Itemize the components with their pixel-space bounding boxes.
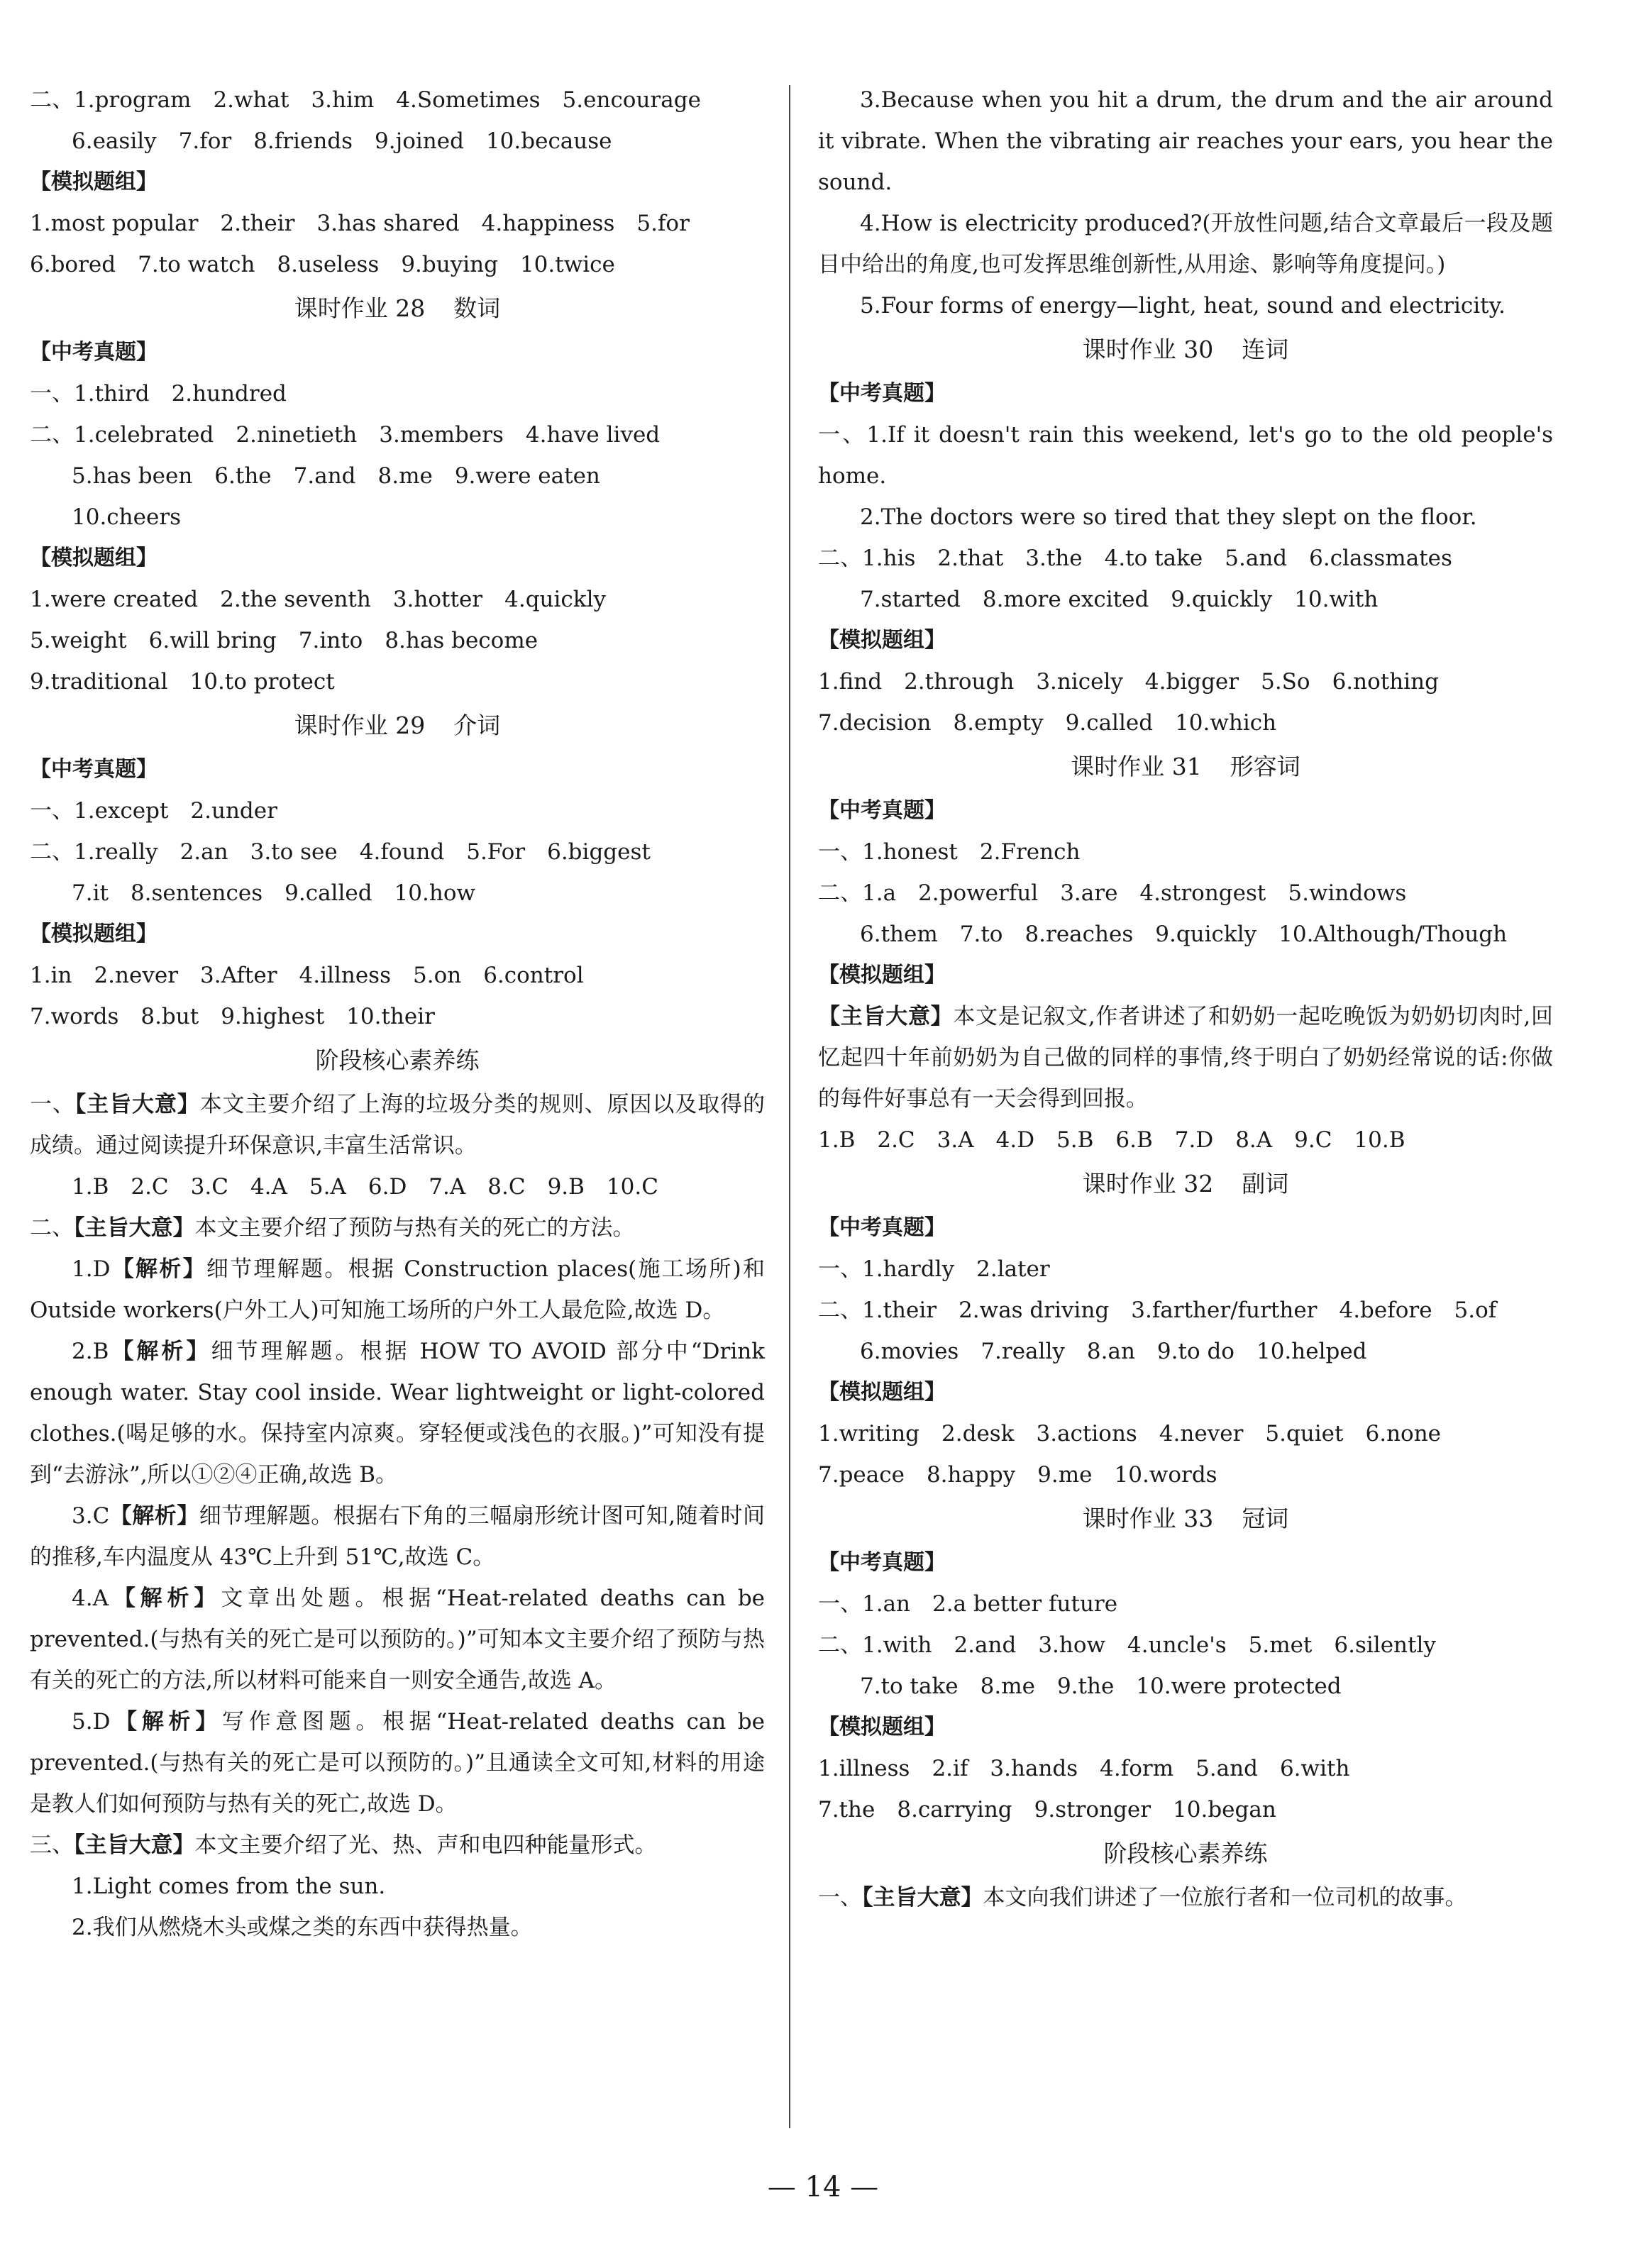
answer-line: 一、1.except 2.under xyxy=(30,798,277,824)
answer-line: 2.我们从燃烧木头或煤之类的东西中获得热量。 xyxy=(72,1915,533,1940)
answer-line: 7.peace 8.happy 9.me 10.words xyxy=(818,1462,1217,1488)
answer-line: 1.most popular 2.their 3.has shared 4.happiness 5.for xyxy=(30,211,690,236)
answer-line: 5.Four forms of energy—light, heat, sound and electricity. xyxy=(860,293,1506,319)
answer-line: 7.words 8.but 9.highest 10.their xyxy=(30,1004,435,1029)
section-heading: 【中考真题】 xyxy=(818,1550,946,1575)
analysis-paragraph: 4.A【解析】文章出处题。根据“Heat-related deaths can be prevented.(与热有关的死亡是可以预防的。)”可知本文主要介绍了预防与热有关的死亡的方法,所以材料可能来自一则安全通告,故选 A。 xyxy=(30,1586,766,1693)
answer-paragraph: 一、1.If it doesn't rain this weekend, let's go to the old people's home. xyxy=(818,422,1553,489)
summary-paragraph: 三、【主旨大意】本文主要介绍了光、热、声和电四种能量形式。 xyxy=(30,1832,657,1858)
answer-line: 1.Light comes from the sun. xyxy=(72,1874,386,1899)
lesson-title-29: 课时作业 29 介词 xyxy=(294,712,501,739)
analysis-paragraph: 2.B【解析】细节理解题。根据 HOW TO AVOID 部分中“Drink enough water. Stay cool inside. Wear lightweight or light-colored clothes.(喝足够的水。保持室内凉爽。穿轻便或浅色的衣服。)”可知没有提到“去游泳”,所以①②④正确,故选 B。 xyxy=(30,1339,765,1488)
answer-line: 5.has been 6.the 7.and 8.me 9.were eaten xyxy=(72,463,600,489)
section-heading: 【模拟题组】 xyxy=(818,628,946,653)
lesson-title-31: 课时作业 31 形容词 xyxy=(1071,753,1300,780)
column-divider xyxy=(789,85,790,2128)
answer-line: 二、1.with 2.and 3.how 4.uncle's 5.met 6.silently xyxy=(818,1632,1436,1658)
answer-line: 6.them 7.to 8.reaches 9.quickly 10.Although/Though xyxy=(860,922,1508,947)
answer-line: 一、1.third 2.hundred xyxy=(30,381,287,406)
section-heading: 【模拟题组】 xyxy=(30,170,158,194)
answer-line: 二、1.really 2.an 3.to see 4.found 5.For 6.biggest xyxy=(30,839,651,865)
summary-paragraph: 一、【主旨大意】本文主要介绍了上海的垃圾分类的规则、原因以及取得的成绩。通过阅读提升环保意识,丰富生活常识。 xyxy=(30,1092,765,1158)
page-number: — 14 — xyxy=(767,2171,879,2203)
lesson-title-28: 课时作业 28 数词 xyxy=(294,294,501,322)
section-heading: 【模拟题组】 xyxy=(818,1715,946,1739)
answer-line: 6.bored 7.to watch 8.useless 9.buying 10.twice xyxy=(30,252,615,277)
section-heading: 【中考真题】 xyxy=(30,340,158,365)
answer-line: 一、1.hardly 2.later xyxy=(818,1256,1050,1282)
answer-line: 一、1.honest 2.French xyxy=(818,839,1081,865)
answer-line: 二、1.celebrated 2.ninetieth 3.members 4.have lived xyxy=(30,422,661,448)
answer-line: 5.weight 6.will bring 7.into 8.has become xyxy=(30,628,538,653)
section-heading: 【中考真题】 xyxy=(818,381,946,406)
answer-line: 7.the 8.carrying 9.stronger 10.began xyxy=(818,1797,1276,1822)
answer-line: 1.were created 2.the seventh 3.hotter 4.quickly xyxy=(30,587,606,612)
answer-line: 9.traditional 10.to protect xyxy=(30,669,335,695)
answer-line: 二、1.program 2.what 3.him 4.Sometimes 5.encourage xyxy=(30,87,701,113)
answer-line: 6.movies 7.really 8.an 9.to do 10.helped xyxy=(860,1339,1367,1364)
analysis-paragraph: 1.D【解析】细节理解题。根据 Construction places(施工场所)和 Outside workers(户外工人)可知施工场所的户外工人最危险,故选 D。 xyxy=(30,1256,765,1323)
analysis-paragraph: 5.D【解析】写作意图题。根据“Heat-related deaths can be prevented.(与热有关的死亡是可以预防的。)”且通读全文可知,材料的用途是教人们如何预防与热有关的死亡,故选 D。 xyxy=(30,1709,765,1817)
summary-paragraph: 【主旨大意】本文是记叙文,作者讲述了和奶奶一起吃晚饭为奶奶切肉时,回忆起四十年前奶奶为自己做的同样的事情,终于明白了奶奶经常说的话:你做的每件好事总有一天会得到回报。 xyxy=(818,1004,1553,1112)
section-heading: 【模拟题组】 xyxy=(818,1380,946,1405)
right-column xyxy=(818,79,1553,1918)
answer-line: 1.writing 2.desk 3.actions 4.never 5.quiet 6.none xyxy=(818,1421,1442,1446)
answer-line: 1.B 2.C 3.C 4.A 5.A 6.D 7.A 8.C 9.B 10.C xyxy=(72,1174,658,1200)
lesson-title-33: 课时作业 33 冠词 xyxy=(1082,1505,1289,1532)
answer-line: 一、1.an 2.a better future xyxy=(818,1591,1118,1617)
section-heading: 【模拟题组】 xyxy=(30,922,158,946)
answer-line: 二、1.their 2.was driving 3.farther/further 4.before 5.of xyxy=(818,1298,1497,1323)
answer-line: 二、1.his 2.that 3.the 4.to take 5.and 6.classmates xyxy=(818,546,1452,571)
answer-line: 1.illness 2.if 3.hands 4.form 5.and 6.with xyxy=(818,1756,1350,1781)
answer-line: 10.cheers xyxy=(72,504,182,530)
section-heading: 【中考真题】 xyxy=(818,1215,946,1240)
answer-paragraph: 3.Because when you hit a drum, the drum and the air around it vibrate. When the vibrating air reaches your ears, you hear the sound. xyxy=(818,87,1553,195)
section-heading: 【中考真题】 xyxy=(30,757,158,782)
answer-line: 7.started 8.more excited 9.quickly 10.with xyxy=(860,587,1379,612)
answer-line: 二、1.a 2.powerful 3.are 4.strongest 5.windows xyxy=(818,880,1407,906)
answer-line: 1.find 2.through 3.nicely 4.bigger 5.So 6.nothing xyxy=(818,669,1439,695)
analysis-paragraph: 3.C【解析】细节理解题。根据右下角的三幅扇形统计图可知,随着时间的推移,车内温度从 43℃上升到 51℃,故选 C。 xyxy=(30,1503,766,1570)
answer-line: 7.decision 8.empty 9.called 10.which xyxy=(818,710,1277,736)
answer-line: 7.to take 8.me 9.the 10.were protected xyxy=(860,1674,1342,1699)
answer-line: 7.it 8.sentences 9.called 10.how xyxy=(72,880,476,906)
lesson-title-30: 课时作业 30 连词 xyxy=(1082,336,1289,363)
summary-paragraph: 一、【主旨大意】本文向我们讲述了一位旅行者和一位司机的故事。 xyxy=(818,1885,1467,1910)
answer-line: 6.easily 7.for 8.friends 9.joined 10.because xyxy=(72,128,612,154)
section-heading: 【中考真题】 xyxy=(818,798,946,823)
answer-paragraph: 4.How is electricity produced?(开放性问题,结合文章最后一段及题目中给出的角度,也可发挥思维创新性,从用途、影响等角度提问。) xyxy=(818,211,1553,277)
lesson-title-32: 课时作业 32 副词 xyxy=(1082,1170,1289,1197)
stage-title: 阶段核心素养练 xyxy=(1103,1840,1268,1867)
section-heading: 【模拟题组】 xyxy=(30,546,158,570)
section-heading: 【模拟题组】 xyxy=(818,963,946,988)
answer-line: 1.in 2.never 3.After 4.illness 5.on 6.control xyxy=(30,963,584,988)
left-column xyxy=(30,79,765,1948)
summary-paragraph: 二、【主旨大意】本文主要介绍了预防与热有关的死亡的方法。 xyxy=(30,1215,635,1241)
stage-title: 阶段核心素养练 xyxy=(315,1046,480,1074)
answer-line: 1.B 2.C 3.A 4.D 5.B 6.B 7.D 8.A 9.C 10.B xyxy=(818,1127,1405,1153)
answer-line: 2.The doctors were so tired that they slept on the floor. xyxy=(860,504,1477,530)
